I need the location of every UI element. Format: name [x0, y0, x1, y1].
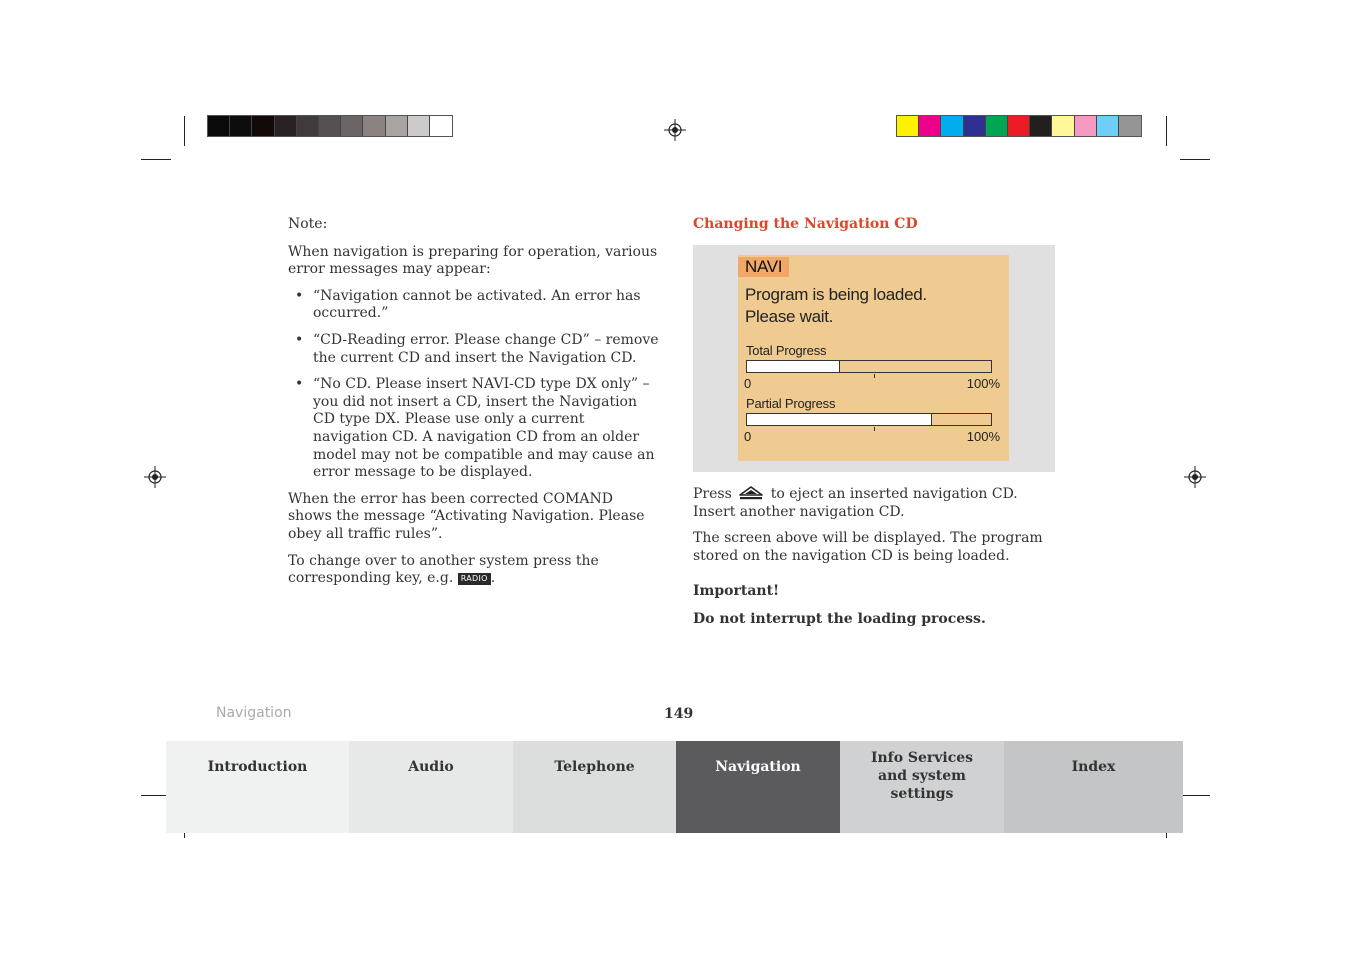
note-label: Note:: [288, 216, 328, 232]
section-title: Changing the Navigation CD: [693, 216, 918, 232]
color-swatch: [430, 116, 452, 136]
color-swatch: [297, 116, 319, 136]
color-swatch: [964, 116, 986, 136]
eject-instruction: [693, 486, 1063, 504]
partial-progress-bar: [746, 413, 992, 426]
screen-illustration: [693, 245, 1055, 472]
crop-mark: [1180, 795, 1210, 796]
crop-mark: [141, 159, 171, 160]
radio-key-badge: RADIO: [458, 573, 491, 585]
total-progress-min: 0: [744, 376, 752, 391]
loading-message-line2: Please wait.: [745, 307, 834, 326]
error-message-list: [288, 288, 660, 482]
total-progress-max: 100%: [966, 376, 1000, 391]
loading-message: [745, 284, 927, 328]
crop-mark: [1180, 159, 1210, 160]
corrected-paragraph: When the error has been corrected COMAND shows the message “Activating Navigation. Please obey all traffic rules”.: [288, 490, 645, 542]
gray-swatch-strip: [207, 115, 453, 137]
navi-screen: [738, 255, 1009, 461]
tab-introduction[interactable]: [166, 741, 349, 833]
change-system-end: .: [490, 570, 496, 587]
color-swatch: [941, 116, 963, 136]
warning-text: Do not interrupt the loading process.: [693, 610, 986, 627]
left-column: [288, 216, 660, 597]
press-text: Press: [693, 486, 732, 502]
change-system-paragraph: [288, 553, 660, 588]
partial-progress-label: Partial Progress: [746, 396, 836, 411]
color-swatch: [1097, 116, 1119, 136]
loading-message-line1: Program is being loaded.: [745, 285, 927, 304]
progress-tick: [874, 374, 875, 378]
registration-mark-icon: [144, 466, 166, 488]
color-swatch: [230, 116, 252, 136]
list-item: • “No CD. Please insert NAVI-CD type DX only” – you did not insert a CD, insert the Navigation CD type DX. Please use only a current navigation CD. A navigation CD from an older model may not be compatible and may cause an error message to be displayed.: [288, 376, 660, 482]
list-item: • “Navigation cannot be activated. An error has occurred.”: [288, 288, 660, 323]
partial-progress-max: 100%: [966, 429, 1000, 444]
tab-navigation[interactable]: [676, 741, 840, 833]
color-swatch: [1052, 116, 1074, 136]
color-swatch: [919, 116, 941, 136]
tab-info-services[interactable]: [840, 741, 1004, 833]
tab-index[interactable]: [1004, 741, 1183, 833]
total-progress-bar: [746, 360, 992, 373]
color-swatch: [386, 116, 408, 136]
insert-instruction: Insert another navigation CD.: [693, 503, 905, 520]
tab-label: Navigation: [715, 759, 801, 775]
registration-mark-icon: [664, 119, 686, 141]
tab-label: Audio: [408, 759, 454, 775]
color-swatch: [1119, 116, 1141, 136]
tab-label: Index: [1071, 759, 1116, 775]
color-swatch: [897, 116, 919, 136]
progress-tick: [874, 427, 875, 431]
color-swatch-strip: [896, 115, 1142, 137]
color-swatch: [1008, 116, 1030, 136]
registration-mark-icon: [1184, 466, 1206, 488]
total-progress-label: Total Progress: [746, 343, 827, 358]
crop-mark: [1166, 116, 1167, 146]
color-swatch: [363, 116, 385, 136]
color-swatch: [208, 116, 230, 136]
color-swatch: [986, 116, 1008, 136]
screen-note: The screen above will be displayed. The program stored on the navigation CD is being loaded.: [693, 530, 1043, 564]
eject-text: to eject an inserted navigation CD.: [770, 486, 1018, 502]
tab-audio[interactable]: [349, 741, 513, 833]
tab-label: Telephone: [554, 759, 635, 775]
tab-label: Introduction: [207, 759, 308, 775]
intro-paragraph: When navigation is preparing for operation, various error messages may appear:: [288, 243, 658, 278]
tab-telephone[interactable]: [513, 741, 676, 833]
chapter-tab-bar: [166, 741, 1183, 833]
color-swatch: [341, 116, 363, 136]
color-swatch: [319, 116, 341, 136]
color-swatch: [275, 116, 297, 136]
total-progress-fill: [747, 361, 840, 372]
color-swatch: [1030, 116, 1052, 136]
navi-tag: NAVI: [738, 257, 789, 277]
tab-label: Info Services and system settings: [870, 750, 974, 802]
partial-progress-fill: [747, 414, 932, 425]
color-swatch: [1075, 116, 1097, 136]
page-number: 149: [664, 706, 694, 722]
change-system-text: To change over to another system press the corresponding key, e.g.: [288, 552, 599, 587]
eject-icon: [738, 486, 764, 500]
partial-progress-min: 0: [744, 429, 752, 444]
color-swatch: [408, 116, 430, 136]
list-item: • “CD-Reading error. Please change CD” – remove the current CD and insert the Navigation CD.: [288, 332, 660, 367]
footer-section-name: Navigation: [216, 705, 292, 721]
right-column: [693, 216, 1063, 629]
color-swatch: [252, 116, 274, 136]
important-heading: Important!: [693, 583, 780, 600]
crop-mark: [184, 116, 185, 146]
